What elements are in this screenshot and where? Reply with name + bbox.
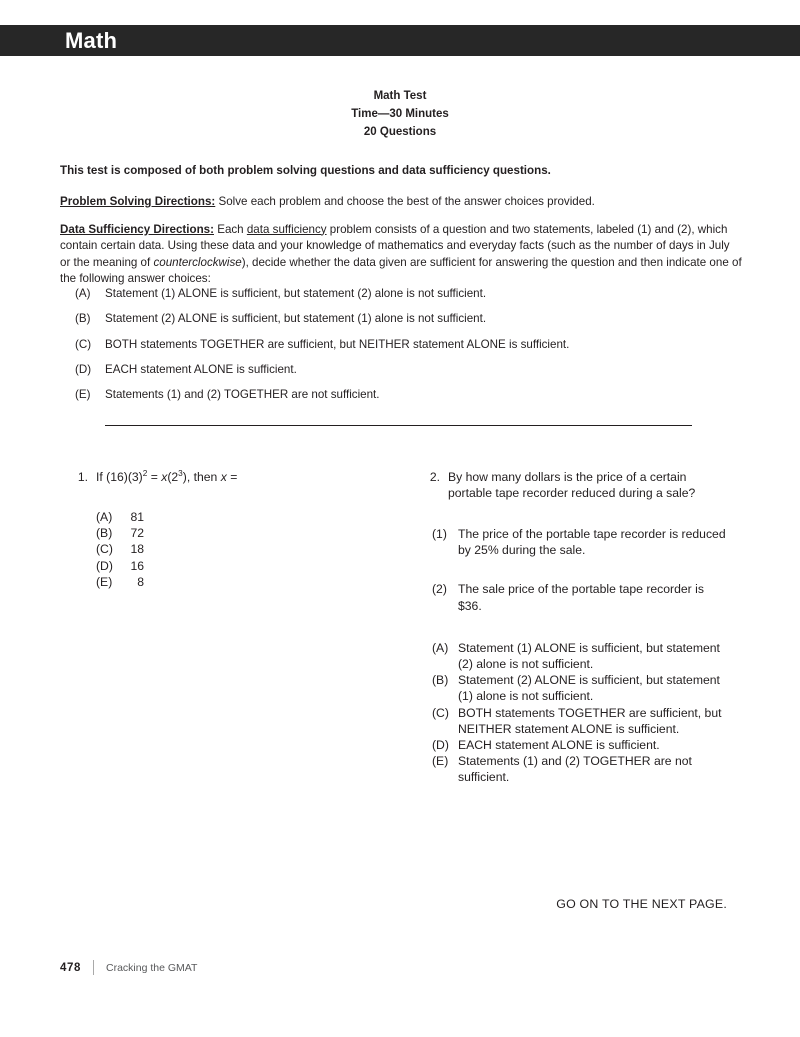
problem-solving-directions — [60, 194, 743, 211]
list-item — [75, 337, 735, 352]
question-1-answer-list — [96, 509, 398, 590]
answer-letter: (D) — [96, 558, 113, 573]
data-sufficiency-label: Data Sufficiency Directions: — [60, 222, 214, 236]
test-time: Time—30 Minutes — [351, 108, 449, 121]
variable-x-2: x — [220, 470, 227, 484]
question-number: 2. — [429, 470, 440, 484]
answer-value: 18 — [130, 542, 144, 557]
answer-letter: (A) — [432, 640, 449, 655]
answer-letter: (A) — [96, 510, 113, 524]
list-item — [432, 640, 730, 672]
list-item — [432, 672, 730, 704]
question-column-right — [420, 469, 730, 786]
choice-text: Statements (1) and (2) TOGETHER are not sufficient. — [105, 388, 380, 402]
choice-text: Statement (1) ALONE is sufficient, but statement (2) alone is not sufficient. — [105, 287, 487, 300]
test-question-count: 20 Questions — [363, 126, 437, 139]
choice-text: Statement (2) ALONE is sufficient, but statement (1) alone is not sufficient. — [105, 312, 487, 326]
answer-value: 16 — [130, 558, 144, 573]
ds-text-3: ), decide whether the data given are sufficient for answering the question and then indicate one of the following answer choices: — [60, 255, 742, 286]
question-number: 1. — [77, 470, 88, 484]
footer-page-number: 478 — [60, 961, 81, 974]
directions-choice-list — [75, 286, 735, 412]
test-name: Math Test — [373, 90, 427, 102]
section-divider-rule — [105, 425, 692, 426]
answer-letter: (B) — [96, 526, 113, 541]
stem-part-2: = — [147, 470, 162, 484]
question-stem — [96, 469, 398, 485]
answer-text: Statement (2) ALONE is sufficient, but statement (1) alone is not sufficient. — [458, 673, 720, 704]
stem-part-3: (2 — [167, 470, 179, 484]
question-2 — [420, 469, 730, 501]
stem-part-1: If (16)(3) — [96, 470, 143, 484]
answer-value: 8 — [137, 574, 144, 589]
section-header-bar — [0, 25, 800, 56]
problem-solving-label: Problem Solving Directions: — [60, 195, 216, 208]
problem-solving-text: Solve each problem and choose the best of the answer choices provided. — [215, 195, 595, 208]
list-item — [96, 525, 398, 541]
footer-book-title: Cracking the GMAT — [106, 961, 198, 974]
ds-underlined-term: data sufficiency — [246, 222, 327, 236]
answer-text: EACH statement ALONE is sufficient. — [458, 738, 660, 753]
list-item — [75, 387, 735, 402]
question-2-answer-list — [432, 640, 730, 786]
choice-letter: (C) — [75, 337, 92, 351]
statement-number: (2) — [432, 582, 447, 597]
choice-letter: (E) — [75, 388, 91, 402]
list-item — [75, 362, 735, 377]
choice-letter: (B) — [75, 312, 91, 326]
directions-block — [60, 163, 743, 299]
directions-intro: This test is composed of both problem solving questions and data sufficiency questions. — [60, 164, 551, 177]
data-sufficiency-directions — [60, 222, 743, 288]
exponent-1: 2 — [142, 467, 148, 478]
page-footer — [60, 960, 197, 975]
variable-x: x — [161, 470, 168, 484]
list-item — [432, 705, 730, 737]
ds-text-2: problem consists of a question and two statements, labeled (1) and (2), which contain certain data. Using these data and your knowledge of mathematics and everyday facts (such as the number of days in July or the meaning of — [60, 222, 730, 269]
data-sufficiency-statement-1 — [432, 526, 730, 558]
list-item — [96, 574, 398, 590]
choice-letter: (D) — [75, 362, 92, 376]
list-item — [96, 509, 398, 525]
stem-part-5: = — [226, 470, 238, 484]
test-heading-block — [0, 87, 800, 142]
question-column-left — [68, 469, 398, 590]
choice-letter: (A) — [75, 287, 91, 300]
list-item — [96, 558, 398, 574]
list-item — [432, 753, 730, 785]
exponent-2: 3 — [178, 467, 183, 478]
answer-letter: (C) — [432, 705, 449, 720]
data-sufficiency-statement-2 — [432, 581, 730, 613]
answer-text: Statement (1) ALONE is sufficient, but statement (2) alone is not sufficient. — [458, 640, 720, 672]
statement-number: (1) — [432, 527, 447, 541]
answer-value: 72 — [130, 526, 144, 541]
answer-letter: (E) — [432, 754, 449, 769]
footer-divider — [93, 960, 94, 975]
choice-text: EACH statement ALONE is sufficient. — [105, 362, 297, 376]
answer-letter: (B) — [432, 673, 449, 688]
stem-part-4: ), then — [182, 470, 221, 484]
statement-text: The sale price of the portable tape recorder is $36. — [458, 582, 704, 613]
page-title: Math — [65, 28, 118, 53]
ds-text-1: Each — [213, 222, 247, 236]
answer-letter: (D) — [432, 738, 449, 753]
list-item — [432, 737, 730, 753]
list-item — [75, 286, 735, 301]
choice-text: BOTH statements TOGETHER are sufficient, but NEITHER statement ALONE is sufficient. — [105, 337, 570, 351]
answer-value: 81 — [130, 510, 144, 524]
answer-text: Statements (1) and (2) TOGETHER are not sufficient. — [458, 754, 692, 785]
question-stem: By how many dollars is the price of a certain portable tape recorder reduced during a sale? — [448, 470, 696, 500]
list-item — [96, 541, 398, 557]
statement-text: The price of the portable tape recorder is reduced by 25% during the sale. — [458, 527, 726, 558]
go-on-notice: GO ON TO THE NEXT PAGE. — [556, 897, 727, 911]
ds-italic-term: counterclockwise — [153, 255, 242, 269]
answer-text: BOTH statements TOGETHER are sufficient, but NEITHER statement ALONE is sufficient. — [458, 705, 722, 736]
answer-letter: (C) — [96, 542, 113, 557]
list-item — [75, 311, 735, 326]
question-1 — [68, 469, 398, 485]
answer-letter: (E) — [96, 574, 113, 589]
